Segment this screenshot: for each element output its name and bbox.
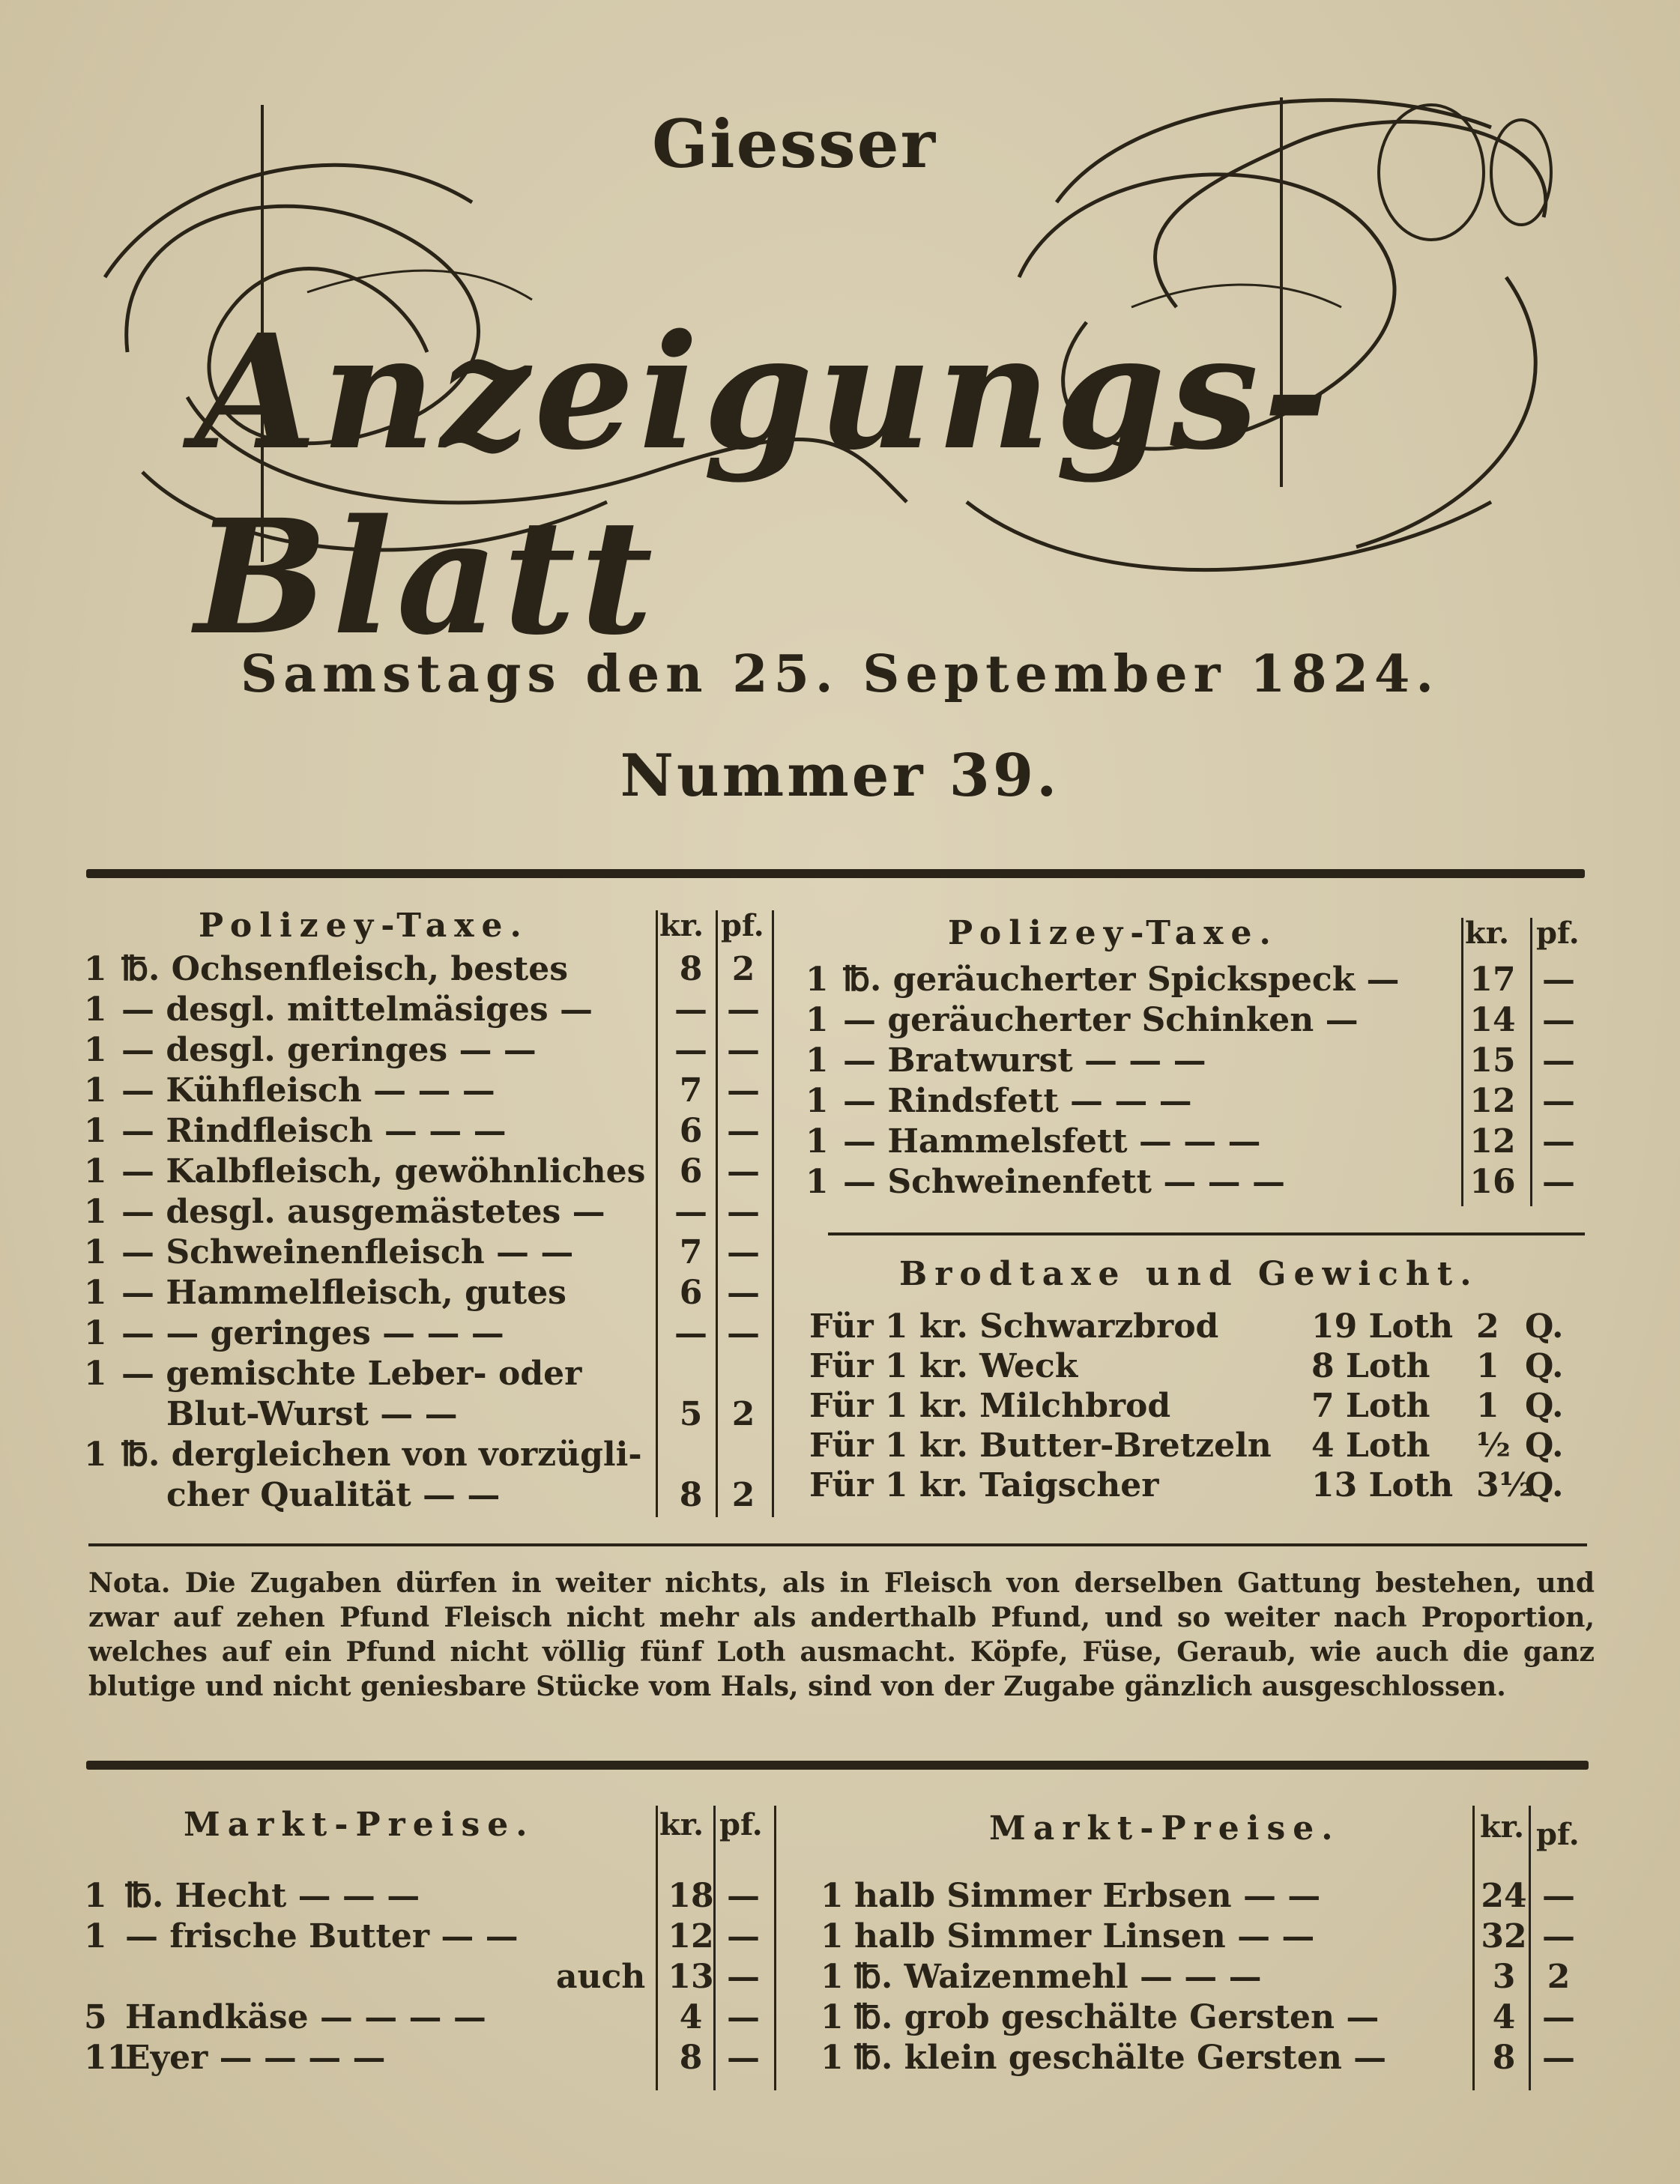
- row-item: — frische Butter — —: [125, 1917, 519, 1955]
- bread-loth: 7 Loth: [1311, 1387, 1430, 1425]
- bread-item: Für 1 kr. Schwarzbrod: [809, 1307, 1219, 1346]
- polizey-left-kr-header: kr.: [659, 908, 704, 943]
- row-quantity: 1: [84, 1112, 107, 1150]
- row-kr: 12: [1469, 1122, 1516, 1161]
- row-kr: 18: [668, 1877, 714, 1915]
- row-pf: —: [1542, 1917, 1575, 1955]
- bread-loth: 19 Loth: [1311, 1307, 1454, 1346]
- row-quantity: 1: [806, 1122, 829, 1161]
- polizey-left-heading: Polizey-Taxe.: [199, 907, 529, 945]
- row-kr: —: [674, 1031, 707, 1069]
- bread-quentchen: ½: [1476, 1427, 1511, 1465]
- row-pf: —: [1542, 1998, 1575, 2036]
- row-quantity: 1: [84, 1314, 107, 1352]
- row-kr: —: [674, 1193, 707, 1231]
- row-item: — Bratwurst — — —: [843, 1041, 1206, 1080]
- bread-item: Für 1 kr. Taigscher: [809, 1466, 1159, 1504]
- row-kr: 14: [1469, 1001, 1516, 1039]
- row-quantity: 1: [84, 1233, 107, 1271]
- row-item: ℔. Waizenmehl — — —: [854, 1958, 1262, 1996]
- row-kr: —: [674, 990, 707, 1029]
- row-pf: —: [727, 1958, 760, 1996]
- row-pf: —: [727, 1071, 760, 1110]
- row-quantity: 1: [806, 1163, 829, 1201]
- row-pf: —: [1542, 1001, 1575, 1039]
- bread-quentchen: 2: [1476, 1307, 1499, 1346]
- issue-number: Nummer 39.: [620, 742, 1060, 810]
- row-pf: —: [727, 2039, 760, 2077]
- row-kr: 32: [1481, 1917, 1527, 1955]
- bread-loth: 4 Loth: [1311, 1427, 1430, 1465]
- masthead-title: Anzeigungs-Blatt: [195, 300, 1333, 670]
- row-kr: 15: [1469, 1041, 1516, 1080]
- row-quantity: 5: [84, 1998, 107, 2036]
- row-pf: —: [1542, 1877, 1575, 1915]
- markt-left-kr-header: kr.: [659, 1807, 704, 1842]
- polizey-left-divider-1: [656, 910, 658, 1517]
- row-kr: 6: [679, 1152, 703, 1191]
- row-quantity: 1: [84, 1436, 107, 1474]
- row-kr: 3: [1492, 1958, 1516, 1996]
- markt-left-pf-header: pf.: [719, 1807, 763, 1842]
- row-item: — Hammelsfett — — —: [843, 1122, 1261, 1161]
- row-kr: 8: [679, 1476, 703, 1514]
- row-quantity: 1: [821, 1998, 844, 2036]
- row-pf: —: [727, 1274, 760, 1312]
- bread-item: Für 1 kr. Milchbrod: [809, 1387, 1171, 1425]
- polizey-left-divider-3: [772, 910, 774, 1517]
- polizey-right-heading: Polizey-Taxe.: [948, 914, 1278, 952]
- row-item: — — geringes — — —: [121, 1314, 504, 1352]
- row-quantity: 1: [84, 1152, 107, 1191]
- row-kr: 24: [1481, 1877, 1527, 1915]
- row-kr: 12: [1469, 1082, 1516, 1120]
- row-pf: —: [727, 1917, 760, 1955]
- row-pf: 2: [731, 950, 755, 988]
- row-item: — desgl. geringes — —: [121, 1031, 537, 1069]
- row-pf: —: [1542, 2039, 1575, 2077]
- row-kr: 8: [679, 2039, 703, 2077]
- bread-item: Für 1 kr. Weck: [809, 1347, 1078, 1385]
- row-quantity: 1: [806, 1041, 829, 1080]
- row-item: ℔. klein geschälte Gersten —: [854, 2039, 1387, 2077]
- row-kr: 7: [679, 1071, 703, 1110]
- bread-loth: 13 Loth: [1311, 1466, 1454, 1504]
- row-kr: 12: [668, 1917, 714, 1955]
- row-item: — Kühfleisch — — —: [121, 1071, 495, 1110]
- row-item: — Rindfleisch — — —: [121, 1112, 507, 1150]
- brodtaxe-heading: Brodtaxe und Gewicht.: [899, 1255, 1479, 1293]
- row-kr: 5: [679, 1395, 703, 1433]
- masthead-pre-title: Giesser: [652, 105, 937, 183]
- bread-quentchen: 3½: [1476, 1466, 1534, 1504]
- markt-left-divider-1: [656, 1806, 658, 2090]
- row-item: — desgl. mittelmäsiges —: [121, 990, 593, 1029]
- row-kr: 4: [1492, 1998, 1516, 2036]
- markt-left-divider-3: [774, 1806, 776, 2090]
- row-kr: 8: [1492, 2039, 1516, 2077]
- row-item: Blut-Wurst — —: [166, 1395, 458, 1433]
- row-quantity: 1: [84, 1274, 107, 1312]
- lower-rule: [86, 1761, 1589, 1770]
- bread-item: Für 1 kr. Butter-Bretzeln: [809, 1427, 1272, 1465]
- row-pf: —: [727, 1998, 760, 2036]
- row-quantity: 1: [806, 961, 829, 999]
- row-item: — gemischte Leber- oder: [121, 1355, 582, 1393]
- row-item: Eyer — — — —: [125, 2039, 386, 2077]
- bread-unit: Q.: [1525, 1307, 1564, 1346]
- row-quantity: 1: [821, 1958, 844, 1996]
- row-pf: —: [727, 1314, 760, 1352]
- middle-rule: [88, 1543, 1587, 1546]
- row-kr: 8: [679, 950, 703, 988]
- markt-right-pf-header: pf.: [1536, 1817, 1580, 1852]
- row-item: halb Simmer Linsen — —: [854, 1917, 1315, 1955]
- row-item: ℔. Ochsenfleisch, bestes: [121, 950, 568, 988]
- row-pf: —: [727, 1031, 760, 1069]
- bread-unit: Q.: [1525, 1466, 1564, 1504]
- row-kr: 6: [679, 1112, 703, 1150]
- dateline: Samstags den 25. September 1824.: [240, 644, 1440, 704]
- bread-quentchen: 1: [1476, 1387, 1499, 1425]
- row-pf: 2: [1547, 1958, 1571, 1996]
- row-quantity: 1: [821, 1917, 844, 1955]
- row-item: — desgl. ausgemästetes —: [121, 1193, 605, 1231]
- row-pf: —: [1542, 1163, 1575, 1201]
- row-item: — Rindsfett — — —: [843, 1082, 1192, 1120]
- row-item: ℔. Hecht — — —: [125, 1877, 420, 1915]
- row-item: — Schweinenfleisch — —: [121, 1233, 574, 1271]
- row-quantity: 1: [84, 1031, 107, 1069]
- row-item: Handkäse — — — —: [125, 1998, 486, 2036]
- row-quantity: 1: [806, 1082, 829, 1120]
- row-quantity: 1: [806, 1001, 829, 1039]
- row-kr: 16: [1469, 1163, 1516, 1201]
- row-quantity: 1: [821, 2039, 844, 2077]
- bread-loth: 8 Loth: [1311, 1347, 1430, 1385]
- row-pf: —: [1542, 961, 1575, 999]
- row-item: halb Simmer Erbsen — —: [854, 1877, 1321, 1915]
- row-kr: 4: [679, 1998, 703, 2036]
- row-item: cher Qualität — —: [166, 1476, 501, 1514]
- row-quantity: 11: [84, 2039, 130, 2077]
- markt-left-heading: Markt-Preise.: [184, 1806, 535, 1844]
- row-quantity: 1: [84, 990, 107, 1029]
- bread-unit: Q.: [1525, 1387, 1564, 1425]
- row-quantity: 1: [84, 950, 107, 988]
- row-kr: 7: [679, 1233, 703, 1271]
- row-pf: —: [1542, 1082, 1575, 1120]
- row-pf: —: [727, 990, 760, 1029]
- polizey-left-pf-header: pf.: [721, 908, 764, 943]
- row-quantity: 1: [84, 1877, 107, 1915]
- row-pf: —: [1542, 1122, 1575, 1161]
- row-kr: —: [674, 1314, 707, 1352]
- row-pf: —: [727, 1193, 760, 1231]
- row-quantity: 1: [84, 1917, 107, 1955]
- row-pf: 2: [731, 1395, 755, 1433]
- markt-right-heading: Markt-Preise.: [989, 1809, 1341, 1848]
- polizey-right-pf-header: pf.: [1536, 916, 1580, 951]
- row-item: — Schweinenfett — — —: [843, 1163, 1285, 1201]
- polizey-right-kr-header: kr.: [1465, 916, 1510, 951]
- row-item: — Hammelfleisch, gutes: [121, 1274, 566, 1312]
- row-item: ℔. grob geschälte Gersten —: [854, 1998, 1380, 2036]
- row-kr: 17: [1469, 961, 1516, 999]
- row-pf: —: [727, 1877, 760, 1915]
- bread-unit: Q.: [1525, 1427, 1564, 1465]
- row-item: ℔. dergleichen von vorzügli-: [121, 1436, 642, 1474]
- row-item: — Kalbfleisch, gewöhnliches: [121, 1152, 646, 1191]
- row-item: auch: [556, 1958, 646, 1996]
- markt-right-kr-header: kr.: [1480, 1809, 1525, 1845]
- brodtaxe-rule: [828, 1232, 1585, 1235]
- nota-text: Nota. Die Zugaben dürfen in weiter nichts, als in Fleisch von derselben Gattung bestehen, und zwar auf zehen Pfund Fleisch nicht mehr als anderthalb Pfund, und so weiter nach Proportion, welches auf ein Pfund nicht völlig fünf Loth ausmacht. Köpfe, Füse, Geraub, wie auch die ganz blutige und nicht geniesbare Stücke vom Hals, sind von der Zugabe gänzlich ausgeschlossen.: [88, 1567, 1595, 1702]
- row-item: — geräucherter Schinken —: [843, 1001, 1359, 1039]
- bread-unit: Q.: [1525, 1347, 1564, 1385]
- row-quantity: 1: [821, 1877, 844, 1915]
- row-quantity: 1: [84, 1355, 107, 1393]
- row-quantity: 1: [84, 1071, 107, 1110]
- row-item: ℔. geräucherter Spickspeck —: [843, 961, 1400, 999]
- row-pf: 2: [731, 1476, 755, 1514]
- row-pf: —: [727, 1112, 760, 1150]
- row-kr: 13: [668, 1958, 714, 1996]
- top-rule: [86, 869, 1585, 878]
- row-kr: 6: [679, 1274, 703, 1312]
- row-pf: —: [1542, 1041, 1575, 1080]
- row-quantity: 1: [84, 1193, 107, 1231]
- row-pf: —: [727, 1233, 760, 1271]
- row-pf: —: [727, 1152, 760, 1191]
- bread-quentchen: 1: [1476, 1347, 1499, 1385]
